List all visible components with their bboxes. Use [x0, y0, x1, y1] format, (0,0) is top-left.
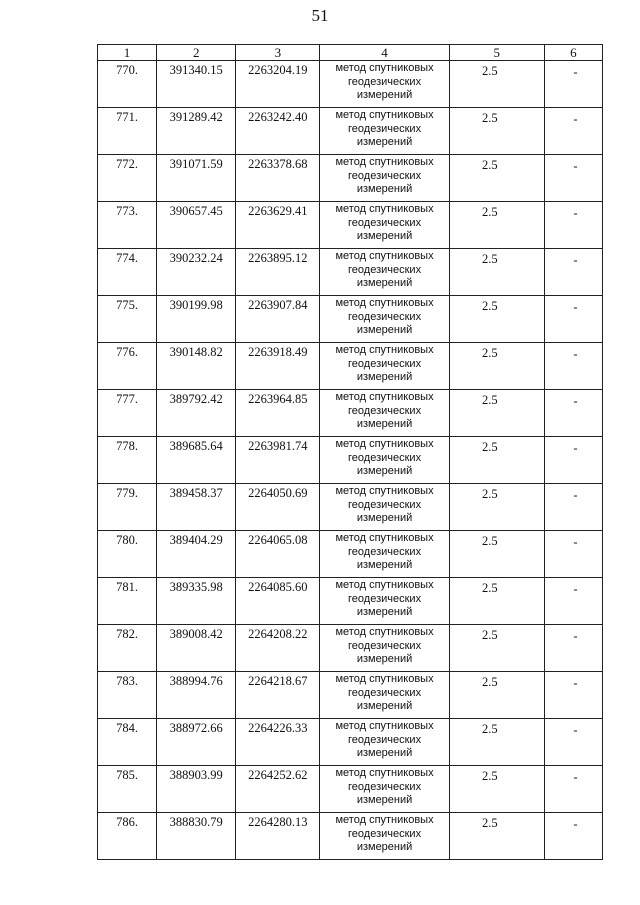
method-cell: метод спутниковых геодезических измерений: [320, 155, 449, 202]
accuracy-cell: 2.5: [449, 625, 544, 672]
height-cell: -: [544, 625, 602, 672]
method-cell: метод спутниковых геодезических измерений: [320, 249, 449, 296]
table-row: [98, 390, 603, 437]
point-number-cell: 780.: [98, 531, 157, 578]
accuracy-cell: 2.5: [449, 296, 544, 343]
table-row: [98, 813, 603, 860]
method-cell: метод спутниковых геодезических измерений: [320, 484, 449, 531]
x-coordinate-cell: 391289.42: [157, 108, 236, 155]
table-header-row: [98, 45, 603, 61]
height-cell: -: [544, 390, 602, 437]
height-cell: -: [544, 343, 602, 390]
table-row: [98, 719, 603, 766]
point-number-cell: 777.: [98, 390, 157, 437]
method-cell: метод спутниковых геодезических измерений: [320, 625, 449, 672]
y-coordinate-cell: 2263204.19: [236, 61, 320, 108]
accuracy-cell: 2.5: [449, 108, 544, 155]
table-row: [98, 766, 603, 813]
table-row: [98, 531, 603, 578]
y-coordinate-cell: 2264226.33: [236, 719, 320, 766]
accuracy-cell: 2.5: [449, 155, 544, 202]
method-cell: метод спутниковых геодезических измерений: [320, 390, 449, 437]
x-coordinate-cell: 390199.98: [157, 296, 236, 343]
accuracy-cell: 2.5: [449, 578, 544, 625]
accuracy-cell: 2.5: [449, 437, 544, 484]
height-cell: -: [544, 672, 602, 719]
point-number-cell: 779.: [98, 484, 157, 531]
method-cell: метод спутниковых геодезических измерений: [320, 813, 449, 860]
accuracy-cell: 2.5: [449, 61, 544, 108]
y-coordinate-cell: 2264050.69: [236, 484, 320, 531]
height-cell: -: [544, 813, 602, 860]
height-cell: -: [544, 484, 602, 531]
point-number-cell: 782.: [98, 625, 157, 672]
y-coordinate-cell: 2263378.68: [236, 155, 320, 202]
height-cell: -: [544, 296, 602, 343]
y-coordinate-cell: 2263918.49: [236, 343, 320, 390]
accuracy-cell: 2.5: [449, 484, 544, 531]
point-number-cell: 781.: [98, 578, 157, 625]
point-number-cell: 775.: [98, 296, 157, 343]
height-cell: -: [544, 531, 602, 578]
y-coordinate-cell: 2264280.13: [236, 813, 320, 860]
x-coordinate-cell: 389792.42: [157, 390, 236, 437]
height-cell: -: [544, 719, 602, 766]
method-cell: метод спутниковых геодезических измерений: [320, 578, 449, 625]
y-coordinate-cell: 2263981.74: [236, 437, 320, 484]
x-coordinate-cell: 389685.64: [157, 437, 236, 484]
point-number-cell: 784.: [98, 719, 157, 766]
accuracy-cell: 2.5: [449, 202, 544, 249]
x-coordinate-cell: 389335.98: [157, 578, 236, 625]
table-row: [98, 625, 603, 672]
table-row: [98, 672, 603, 719]
accuracy-cell: 2.5: [449, 672, 544, 719]
table-row: [98, 578, 603, 625]
y-coordinate-cell: 2263242.40: [236, 108, 320, 155]
point-number-cell: 772.: [98, 155, 157, 202]
y-coordinate-cell: 2263629.41: [236, 202, 320, 249]
point-number-cell: 783.: [98, 672, 157, 719]
table-row: [98, 202, 603, 249]
x-coordinate-cell: 391340.15: [157, 61, 236, 108]
method-cell: метод спутниковых геодезических измерений: [320, 531, 449, 578]
column-header: 1: [98, 45, 157, 61]
y-coordinate-cell: 2264252.62: [236, 766, 320, 813]
y-coordinate-cell: 2264065.08: [236, 531, 320, 578]
table-body: [98, 61, 603, 860]
table-row: [98, 343, 603, 390]
page-number: 51: [311, 6, 329, 25]
method-cell: метод спутниковых геодезических измерений: [320, 766, 449, 813]
point-number-cell: 774.: [98, 249, 157, 296]
point-number-cell: 778.: [98, 437, 157, 484]
x-coordinate-cell: 390657.45: [157, 202, 236, 249]
table-row: [98, 437, 603, 484]
column-header: 2: [157, 45, 236, 61]
x-coordinate-cell: 391071.59: [157, 155, 236, 202]
point-number-cell: 776.: [98, 343, 157, 390]
table-row: [98, 61, 603, 108]
height-cell: -: [544, 155, 602, 202]
accuracy-cell: 2.5: [449, 390, 544, 437]
accuracy-cell: 2.5: [449, 719, 544, 766]
height-cell: -: [544, 766, 602, 813]
x-coordinate-cell: 388830.79: [157, 813, 236, 860]
y-coordinate-cell: 2263895.12: [236, 249, 320, 296]
y-coordinate-cell: 2263907.84: [236, 296, 320, 343]
x-coordinate-cell: 390232.24: [157, 249, 236, 296]
column-header: 3: [236, 45, 320, 61]
table-row: [98, 155, 603, 202]
y-coordinate-cell: 2263964.85: [236, 390, 320, 437]
method-cell: метод спутниковых геодезических измерений: [320, 108, 449, 155]
method-cell: метод спутниковых геодезических измерений: [320, 672, 449, 719]
table-row: [98, 108, 603, 155]
accuracy-cell: 2.5: [449, 343, 544, 390]
height-cell: -: [544, 578, 602, 625]
accuracy-cell: 2.5: [449, 766, 544, 813]
height-cell: -: [544, 108, 602, 155]
method-cell: метод спутниковых геодезических измерений: [320, 296, 449, 343]
table-row: [98, 484, 603, 531]
y-coordinate-cell: 2264085.60: [236, 578, 320, 625]
accuracy-cell: 2.5: [449, 249, 544, 296]
method-cell: метод спутниковых геодезических измерений: [320, 202, 449, 249]
column-header: 5: [449, 45, 544, 61]
method-cell: метод спутниковых геодезических измерений: [320, 719, 449, 766]
point-number-cell: 773.: [98, 202, 157, 249]
method-cell: метод спутниковых геодезических измерений: [320, 343, 449, 390]
column-header: 6: [544, 45, 602, 61]
accuracy-cell: 2.5: [449, 813, 544, 860]
x-coordinate-cell: 388972.66: [157, 719, 236, 766]
height-cell: -: [544, 61, 602, 108]
accuracy-cell: 2.5: [449, 531, 544, 578]
x-coordinate-cell: 388994.76: [157, 672, 236, 719]
height-cell: -: [544, 249, 602, 296]
table-row: [98, 296, 603, 343]
height-cell: -: [544, 202, 602, 249]
method-cell: метод спутниковых геодезических измерений: [320, 437, 449, 484]
coordinates-table: [97, 44, 603, 860]
column-header: 4: [320, 45, 449, 61]
x-coordinate-cell: 389404.29: [157, 531, 236, 578]
table-row: [98, 249, 603, 296]
x-coordinate-cell: 390148.82: [157, 343, 236, 390]
point-number-cell: 786.: [98, 813, 157, 860]
x-coordinate-cell: 389008.42: [157, 625, 236, 672]
y-coordinate-cell: 2264218.67: [236, 672, 320, 719]
x-coordinate-cell: 389458.37: [157, 484, 236, 531]
point-number-cell: 785.: [98, 766, 157, 813]
height-cell: -: [544, 437, 602, 484]
point-number-cell: 771.: [98, 108, 157, 155]
x-coordinate-cell: 388903.99: [157, 766, 236, 813]
y-coordinate-cell: 2264208.22: [236, 625, 320, 672]
method-cell: метод спутниковых геодезических измерений: [320, 61, 449, 108]
point-number-cell: 770.: [98, 61, 157, 108]
